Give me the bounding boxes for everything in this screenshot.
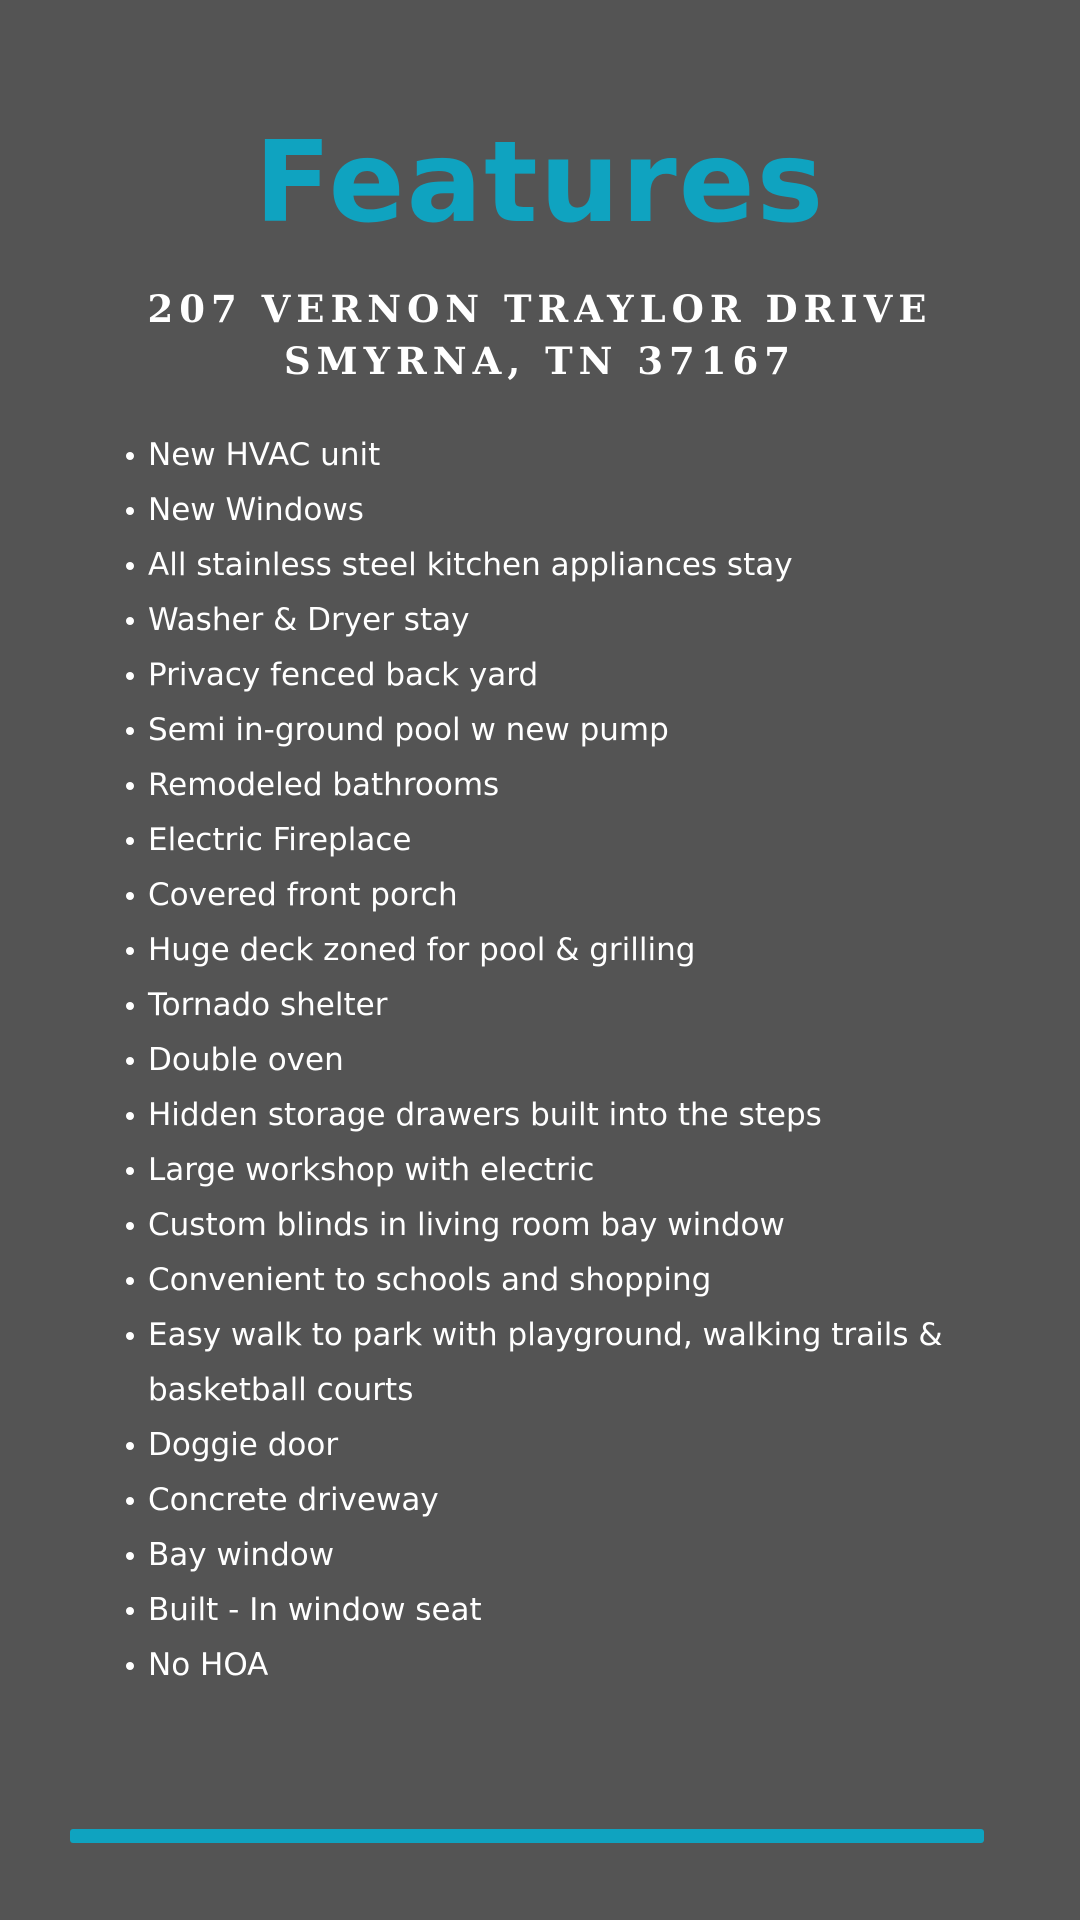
feature-item: No HOA	[148, 1638, 1038, 1693]
feature-item: Custom blinds in living room bay window	[148, 1198, 1038, 1253]
feature-item: Hidden storage drawers built into the steps	[148, 1088, 1038, 1143]
accent-divider-bar	[70, 1829, 984, 1843]
feature-item: Easy walk to park with playground, walking trails & basketball courts	[148, 1308, 1038, 1418]
feature-item: Semi in-ground pool w new pump	[148, 703, 1038, 758]
feature-item: Washer & Dryer stay	[148, 593, 1038, 648]
feature-item: Double oven	[148, 1033, 1038, 1088]
feature-item: Covered front porch	[148, 868, 1038, 923]
feature-item: Huge deck zoned for pool & grilling	[148, 923, 1038, 978]
features-list	[120, 428, 1038, 1693]
feature-item: Large workshop with electric	[148, 1143, 1038, 1198]
page-title: Features	[254, 118, 826, 248]
feature-item: Convenient to schools and shopping	[148, 1253, 1038, 1308]
feature-item: New HVAC unit	[148, 428, 1038, 483]
feature-item: Bay window	[148, 1528, 1038, 1583]
feature-item: Concrete driveway	[148, 1473, 1038, 1528]
feature-item: Privacy fenced back yard	[148, 648, 1038, 703]
address-city-state-zip: SMYRNA, TN 37167	[283, 339, 797, 383]
feature-item: Remodeled bathrooms	[148, 758, 1038, 813]
feature-item: All stainless steel kitchen appliances stay	[148, 538, 1038, 593]
property-address	[0, 283, 1080, 387]
feature-item: Built - In window seat	[148, 1583, 1038, 1638]
feature-item: New Windows	[148, 483, 1038, 538]
feature-item: Electric Fireplace	[148, 813, 1038, 868]
feature-item: Tornado shelter	[148, 978, 1038, 1033]
address-street: 207 VERNON TRAYLOR DRIVE	[147, 287, 933, 331]
feature-item: Doggie door	[148, 1418, 1038, 1473]
